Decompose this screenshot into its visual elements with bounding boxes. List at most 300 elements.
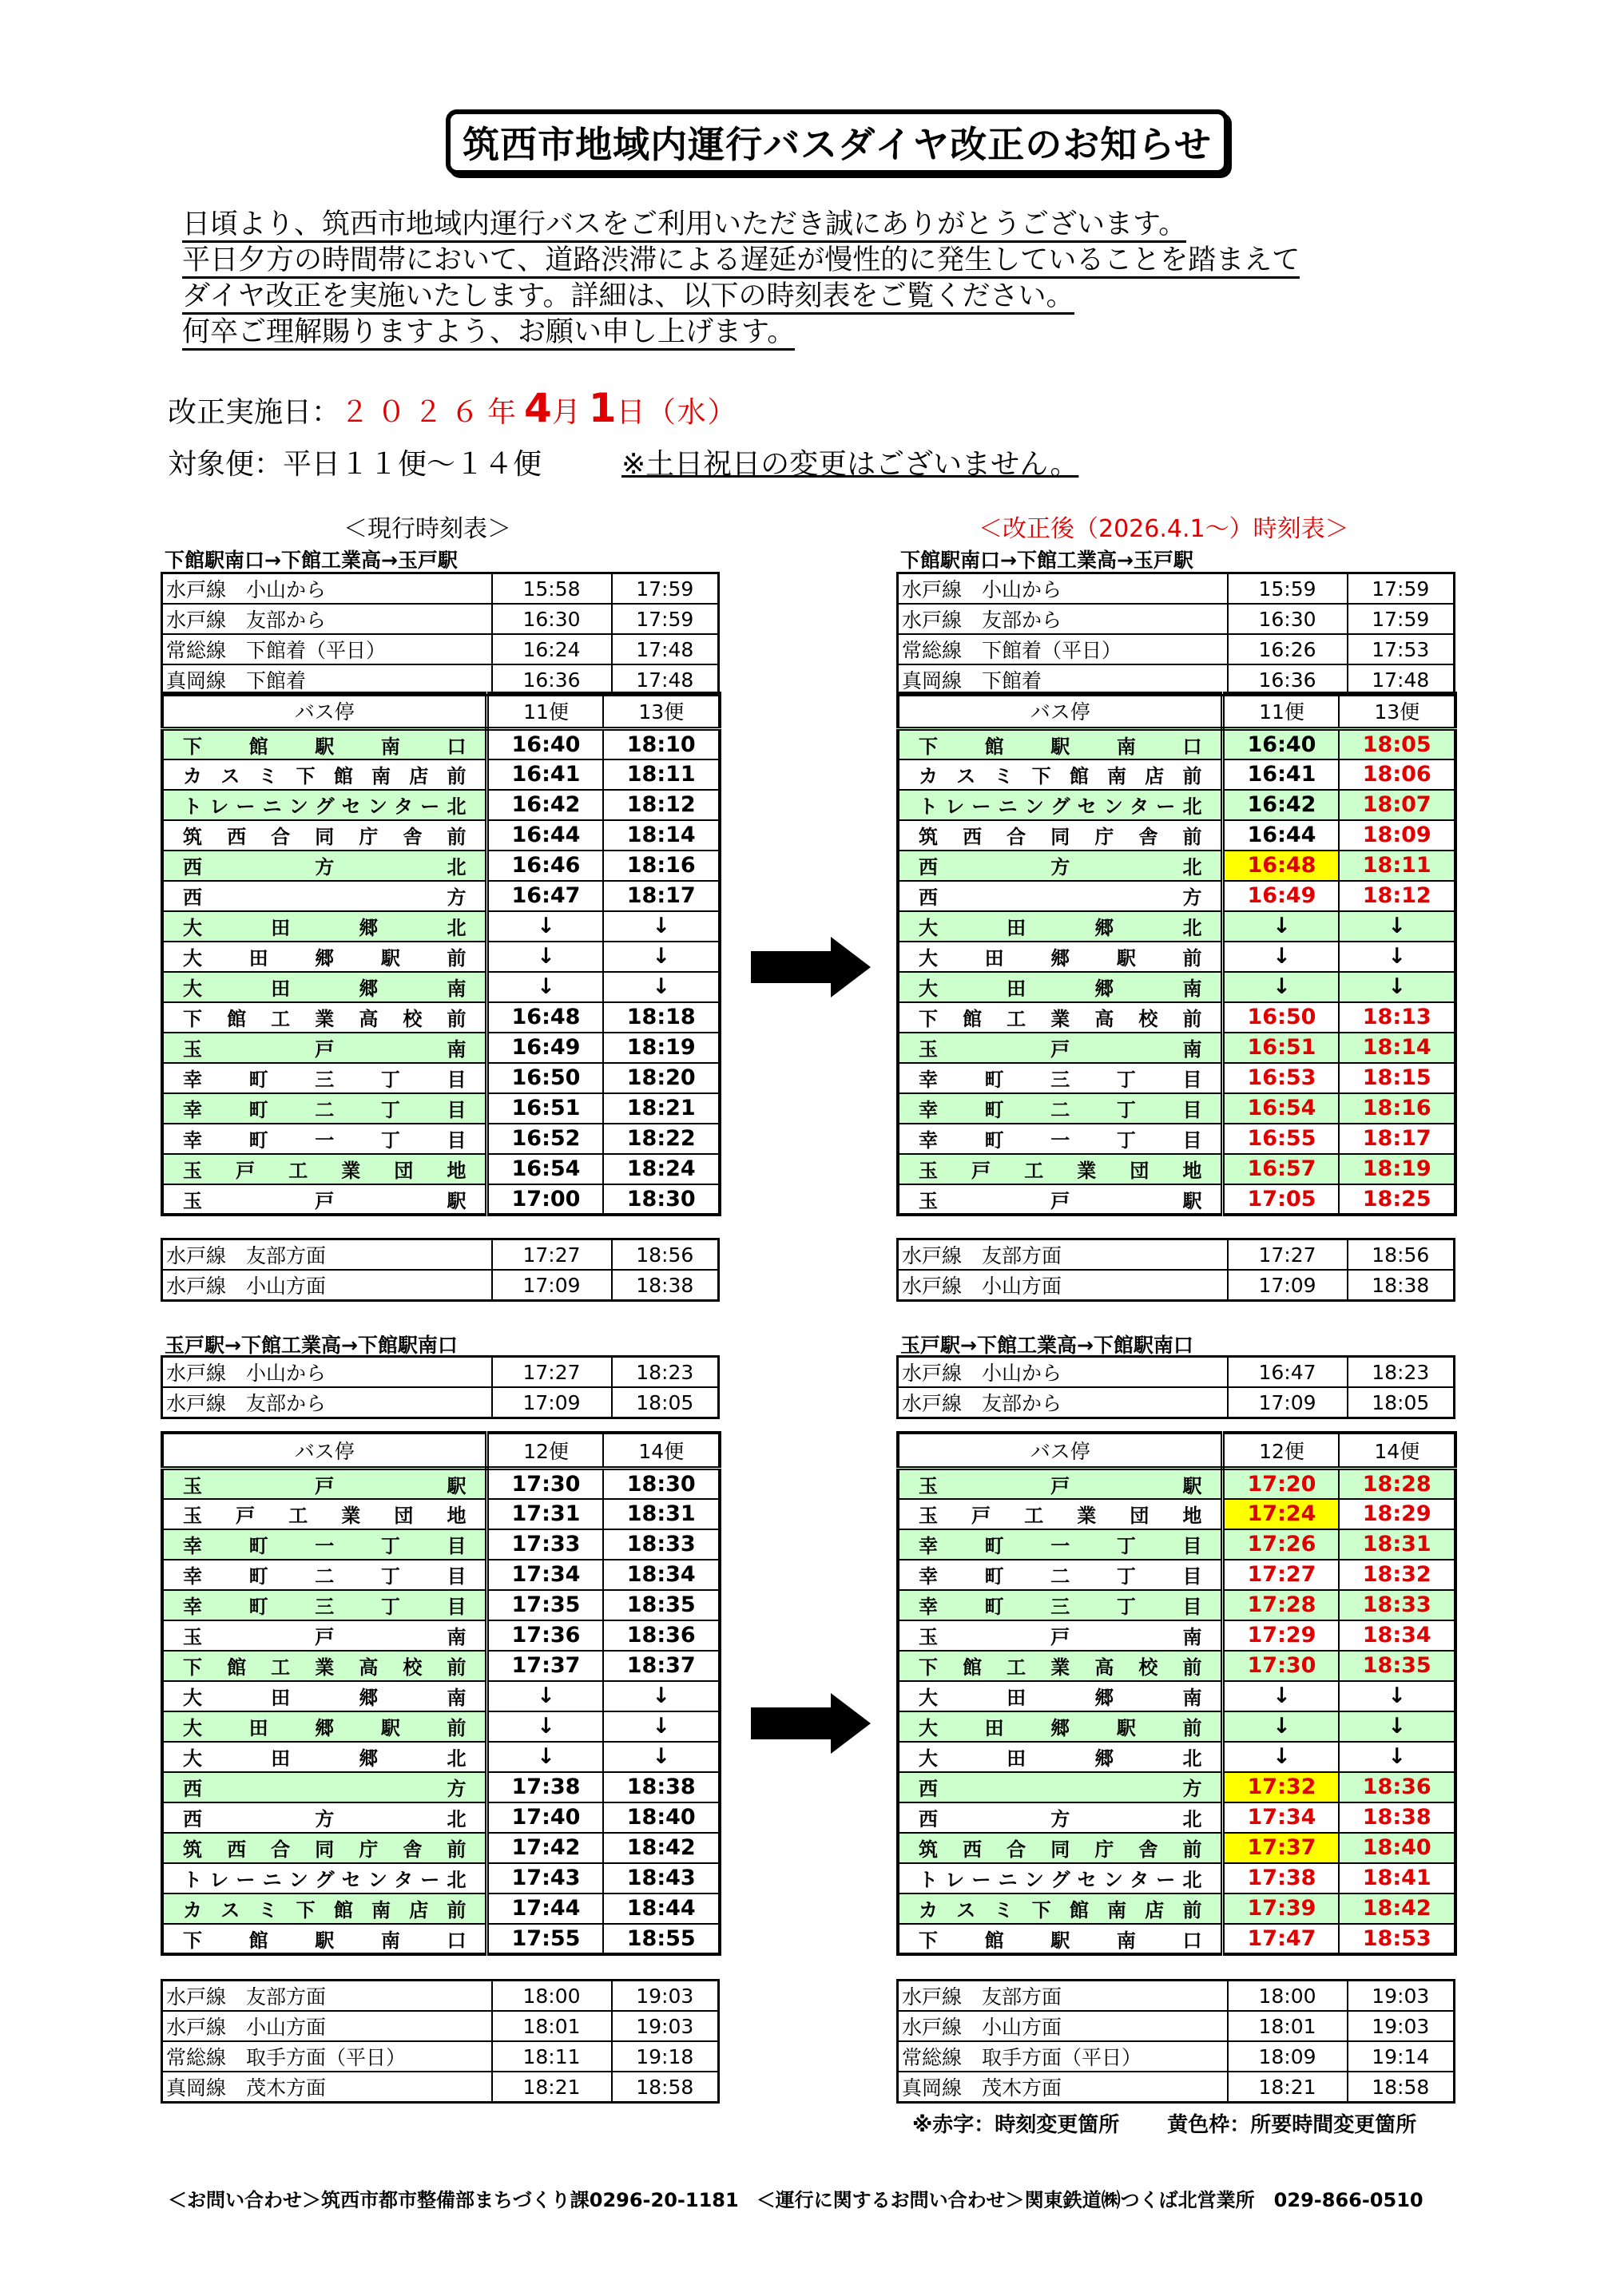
arrow-right-icon <box>751 1693 871 1754</box>
bus-stop-name: トレーニングセンター北 <box>898 790 1223 820</box>
connection-name: 水戸線 小山方面 <box>898 2011 1228 2041</box>
bus-stop-name: 玉戸工業団地 <box>898 1499 1223 1529</box>
departure-time: 17:37 <box>1223 1833 1340 1863</box>
timetable-row <box>898 790 1455 820</box>
departure-time: 18:38 <box>1339 1802 1455 1833</box>
header-service-a: 12便 <box>1223 1433 1340 1468</box>
departure-time: 18:31 <box>603 1499 720 1529</box>
bus-stop-name: 西方北 <box>898 1802 1223 1833</box>
timetable-row <box>898 1529 1455 1560</box>
departure-time: 16:55 <box>1223 1124 1340 1154</box>
revised-timetable-label: ＜改正後（2026.4.1～）時刻表＞ <box>979 515 1349 543</box>
departure-time: 16:44 <box>1223 820 1340 851</box>
connection-name: 常総線 下館着（平日） <box>898 634 1228 664</box>
connection-table <box>161 572 720 696</box>
departure-time: 16:53 <box>1223 1063 1340 1093</box>
departure-time: 18:30 <box>603 1468 720 1499</box>
departure-time: 18:06 <box>1339 759 1455 790</box>
notice-title: 筑西市地域内運行バスダイヤ改正のお知らせ <box>463 123 1212 166</box>
departure-time: 17:35 <box>487 1590 604 1620</box>
connection-row <box>162 634 719 664</box>
connection-time: 19:03 <box>612 1981 719 2012</box>
route-title: 下館駅南口→下館工業高→玉戸駅 <box>900 549 1193 572</box>
connection-name: 水戸線 小山から <box>162 573 492 605</box>
timetable-row <box>898 1772 1455 1802</box>
connection-name: 真岡線 下館着 <box>898 664 1228 696</box>
notice-title-box <box>446 109 1229 175</box>
timetable-row <box>898 1124 1455 1154</box>
header-bus-stop: バス停 <box>898 1433 1223 1468</box>
connection-row <box>162 1387 719 1418</box>
connection-time: 18:38 <box>1348 1270 1455 1301</box>
departure-time: 16:47 <box>487 881 604 911</box>
connection-name: 水戸線 友部方面 <box>162 1239 492 1271</box>
bus-stop-name: 玉戸工業団地 <box>898 1154 1223 1184</box>
connection-row <box>898 2072 1455 2103</box>
connection-time: 17:59 <box>612 604 719 634</box>
connection-row <box>898 2011 1455 2041</box>
departure-time: 16:44 <box>487 820 604 851</box>
timetable-row <box>898 881 1455 911</box>
departure-time: ↓ <box>603 1711 720 1742</box>
header-service-b: 14便 <box>603 1433 720 1468</box>
legend-yellow: 黄色枠：所要時間変更箇所 <box>1167 2113 1417 2137</box>
timetable-row <box>162 1499 720 1529</box>
header-bus-stop: バス停 <box>162 693 487 728</box>
departure-time: 17:28 <box>1223 1590 1340 1620</box>
connection-time: 18:56 <box>612 1239 719 1271</box>
route-title: 下館駅南口→下館工業高→玉戸駅 <box>165 549 458 572</box>
timetable-row <box>898 1833 1455 1863</box>
departure-time: 17:30 <box>1223 1651 1340 1681</box>
departure-time: ↓ <box>1223 1681 1340 1711</box>
connection-row <box>898 604 1455 634</box>
departure-time: ↓ <box>487 1711 604 1742</box>
departure-time: 17:44 <box>487 1894 604 1924</box>
effective-date <box>168 385 738 431</box>
departure-time: 16:50 <box>487 1063 604 1093</box>
departure-time: 16:51 <box>487 1093 604 1124</box>
bus-stop-name: 幸町一丁目 <box>898 1529 1223 1560</box>
departure-time: 18:21 <box>603 1093 720 1124</box>
departure-time: 18:25 <box>1339 1184 1455 1215</box>
connection-name: 常総線 下館着（平日） <box>162 634 492 664</box>
departure-time: 17:38 <box>1223 1863 1340 1894</box>
bus-stop-name: 西方 <box>898 1772 1223 1802</box>
header-service-a: 11便 <box>1223 693 1340 728</box>
departure-time: ↓ <box>487 942 604 972</box>
bus-stop-name: 幸町三丁目 <box>162 1590 487 1620</box>
timetable-row <box>898 1651 1455 1681</box>
connection-time: 19:18 <box>612 2041 719 2072</box>
timetable-row <box>162 1468 720 1499</box>
timetable-row <box>898 1002 1455 1033</box>
departure-time: 18:05 <box>1339 728 1455 759</box>
departure-time: 18:36 <box>1339 1772 1455 1802</box>
connection-time: 18:09 <box>1228 2041 1348 2072</box>
header-service-a: 12便 <box>487 1433 604 1468</box>
connection-row <box>898 1981 1455 2012</box>
timetable-row <box>162 728 720 759</box>
departure-time: 17:40 <box>487 1802 604 1833</box>
connection-time: 17:53 <box>1348 634 1455 664</box>
departure-time: 17:27 <box>1223 1560 1340 1590</box>
departure-time: 17:43 <box>487 1863 604 1894</box>
connection-name: 水戸線 友部方面 <box>898 1239 1228 1271</box>
departure-time: 18:40 <box>1339 1833 1455 1863</box>
departure-time: 16:51 <box>1223 1033 1340 1063</box>
connection-time: 18:01 <box>492 2011 612 2041</box>
bus-stop-name: 西方 <box>162 1772 487 1802</box>
departure-time: ↓ <box>1339 911 1455 942</box>
connection-time: 16:26 <box>1228 634 1348 664</box>
bus-stop-name: 西方北 <box>162 1802 487 1833</box>
connection-row <box>162 664 719 696</box>
bus-stop-name: 下館駅南口 <box>898 1924 1223 1954</box>
departure-time: 16:41 <box>1223 759 1340 790</box>
bus-stop-name: カスミ下館南店前 <box>898 1894 1223 1924</box>
bus-stop-name: 幸町二丁目 <box>898 1093 1223 1124</box>
connection-time: 18:58 <box>612 2072 719 2103</box>
bus-stop-name: 大田郷南 <box>898 972 1223 1002</box>
bus-stop-name: 玉戸駅 <box>162 1468 487 1499</box>
connection-time: 17:09 <box>1228 1387 1348 1418</box>
departure-time: 18:30 <box>603 1184 720 1215</box>
timetable-row <box>162 1651 720 1681</box>
connection-row <box>162 1239 719 1271</box>
arrow-right-icon <box>751 937 871 997</box>
connection-name: 水戸線 小山方面 <box>898 1270 1228 1301</box>
connection-table <box>896 1979 1455 2104</box>
connection-table <box>896 1238 1455 1302</box>
connection-time: 17:48 <box>612 664 719 696</box>
departure-time: ↓ <box>1339 1681 1455 1711</box>
connection-time: 16:36 <box>492 664 612 696</box>
departure-time: 18:36 <box>603 1620 720 1651</box>
connection-table <box>161 1238 720 1302</box>
departure-time: 18:13 <box>1339 1002 1455 1033</box>
bus-stop-name: 筑西合同庁舎前 <box>162 820 487 851</box>
connection-row <box>162 1357 719 1388</box>
departure-time: 17:29 <box>1223 1620 1340 1651</box>
connection-row <box>162 2011 719 2041</box>
connection-time: 19:03 <box>612 2011 719 2041</box>
departure-time: 18:55 <box>603 1924 720 1954</box>
bus-stop-name: 大田郷駅前 <box>162 1711 487 1742</box>
bus-stop-name: 玉戸工業団地 <box>162 1154 487 1184</box>
connection-row <box>898 1387 1455 1418</box>
bus-stop-name: 玉戸南 <box>898 1033 1223 1063</box>
departure-time: 18:14 <box>603 820 720 851</box>
bus-stop-name: トレーニングセンター北 <box>162 790 487 820</box>
effective-year: ２０２６年 <box>340 396 525 429</box>
bus-stop-name: 筑西合同庁舎前 <box>162 1833 487 1863</box>
departure-time: ↓ <box>1223 1711 1340 1742</box>
effective-month-num: 4 <box>524 385 552 431</box>
intro-line: 日頃より、筑西市地域内運行バスをご利用いただき誠にありがとうございます。 <box>182 209 1186 243</box>
connection-time: 17:27 <box>492 1357 612 1388</box>
bus-stop-name: 幸町一丁目 <box>162 1529 487 1560</box>
timetable-row <box>162 1620 720 1651</box>
departure-time: 18:42 <box>603 1833 720 1863</box>
header-bus-stop: バス停 <box>162 1433 487 1468</box>
departure-time: 18:42 <box>1339 1894 1455 1924</box>
timetable-row <box>898 1499 1455 1529</box>
departure-time: 18:29 <box>1339 1499 1455 1529</box>
connection-row <box>898 573 1455 605</box>
connection-time: 15:59 <box>1228 573 1348 605</box>
departure-time: ↓ <box>1339 1742 1455 1772</box>
departure-time: 18:33 <box>1339 1590 1455 1620</box>
departure-time: 16:54 <box>1223 1093 1340 1124</box>
timetable-row <box>898 1802 1455 1833</box>
timetable-row <box>898 1093 1455 1124</box>
departure-time: 16:57 <box>1223 1154 1340 1184</box>
route-title: 玉戸駅→下館工業高→下館駅南口 <box>165 1334 458 1357</box>
header-service-b: 14便 <box>1339 1433 1455 1468</box>
timetable-row <box>898 1863 1455 1894</box>
departure-time: 18:53 <box>1339 1924 1455 1954</box>
contact-operator: ＜運行に関するお問い合わせ＞関東鉄道㈱つくば北営業所 029-866-0510 <box>756 2189 1423 2211</box>
target-label: 対象便：平日１１便～１４便 <box>168 448 542 481</box>
bus-stop-name: 大田郷南 <box>162 972 487 1002</box>
timetable-row <box>898 1560 1455 1590</box>
connection-time: 17:48 <box>1348 664 1455 696</box>
timetable-row <box>162 1154 720 1184</box>
bus-stop-name: 大田郷北 <box>162 1742 487 1772</box>
connection-time: 18:11 <box>492 2041 612 2072</box>
departure-time: 17:24 <box>1223 1499 1340 1529</box>
bus-stop-name: 下館駅南口 <box>162 728 487 759</box>
departure-time: 17:37 <box>487 1651 604 1681</box>
bus-stop-name: 下館駅南口 <box>898 728 1223 759</box>
timetable-row <box>162 820 720 851</box>
timetable-row <box>898 1924 1455 1954</box>
departure-time: 18:14 <box>1339 1033 1455 1063</box>
departure-time: 16:49 <box>487 1033 604 1063</box>
connection-row <box>162 573 719 605</box>
bus-stop-name: 玉戸工業団地 <box>162 1499 487 1529</box>
timetable-row <box>162 1833 720 1863</box>
connection-time: 17:09 <box>492 1270 612 1301</box>
bus-stop-name: 下館工業高校前 <box>898 1002 1223 1033</box>
connection-table <box>161 1979 720 2104</box>
departure-time: 18:16 <box>603 851 720 881</box>
connection-row <box>898 664 1455 696</box>
timetable-row <box>898 911 1455 942</box>
connection-row <box>162 2072 719 2103</box>
bus-stop-name: 西方北 <box>898 851 1223 881</box>
timetable-row <box>162 911 720 942</box>
departure-time: 18:11 <box>1339 851 1455 881</box>
timetable-row <box>898 1681 1455 1711</box>
timetable-row <box>162 1681 720 1711</box>
departure-time: 18:12 <box>1339 881 1455 911</box>
departure-time: 18:32 <box>1339 1560 1455 1590</box>
connection-time: 19:03 <box>1348 1981 1455 2012</box>
departure-time: 16:48 <box>487 1002 604 1033</box>
connection-time: 17:48 <box>612 634 719 664</box>
timetable-header <box>162 1433 720 1468</box>
timetable <box>896 1431 1457 1956</box>
departure-time: 17:20 <box>1223 1468 1340 1499</box>
departure-time: 18:24 <box>603 1154 720 1184</box>
connection-name: 水戸線 小山方面 <box>162 2011 492 2041</box>
departure-time: 18:19 <box>603 1033 720 1063</box>
departure-time: 17:55 <box>487 1924 604 1954</box>
bus-stop-name: 大田郷駅前 <box>898 1711 1223 1742</box>
departure-time: 18:18 <box>603 1002 720 1033</box>
bus-stop-name: 幸町一丁目 <box>162 1124 487 1154</box>
bus-stop-name: 下館工業高校前 <box>162 1002 487 1033</box>
timetable-row <box>162 972 720 1002</box>
departure-time: 17:30 <box>487 1468 604 1499</box>
departure-time: 18:07 <box>1339 790 1455 820</box>
departure-time: 16:50 <box>1223 1002 1340 1033</box>
departure-time: 18:33 <box>603 1529 720 1560</box>
departure-time: ↓ <box>603 1742 720 1772</box>
footer-contacts <box>168 2184 1423 2212</box>
timetable-row <box>898 1742 1455 1772</box>
departure-time: 16:40 <box>487 728 604 759</box>
timetable-row <box>898 1894 1455 1924</box>
effective-date-label: 改正実施日： <box>168 396 341 429</box>
departure-time: 18:20 <box>603 1063 720 1093</box>
connection-time: 17:09 <box>492 1387 612 1418</box>
departure-time: 18:41 <box>1339 1863 1455 1894</box>
departure-time: ↓ <box>603 942 720 972</box>
header-service-a: 11便 <box>487 693 604 728</box>
timetable-header <box>898 693 1455 728</box>
timetable-row <box>898 1468 1455 1499</box>
legend <box>912 2108 1416 2138</box>
bus-stop-name: 大田郷南 <box>898 1681 1223 1711</box>
connection-time: 18:38 <box>612 1270 719 1301</box>
departure-time: 18:40 <box>603 1802 720 1833</box>
departure-time: 18:38 <box>603 1772 720 1802</box>
departure-time: 17:34 <box>487 1560 604 1590</box>
departure-time: 17:34 <box>1223 1802 1340 1833</box>
bus-stop-name: 筑西合同庁舎前 <box>898 1833 1223 1863</box>
departure-time: 18:34 <box>1339 1620 1455 1651</box>
timetable-row <box>898 1590 1455 1620</box>
connection-table <box>161 1355 720 1419</box>
departure-time: 18:11 <box>603 759 720 790</box>
connection-name: 真岡線 下館着 <box>162 664 492 696</box>
departure-time: 18:15 <box>1339 1063 1455 1093</box>
contact-city: ＜お問い合わせ＞筑西市都市整備部まちづくり課0296-20-1181 <box>168 2189 739 2211</box>
departure-time: 18:44 <box>603 1894 720 1924</box>
bus-stop-name: 玉戸駅 <box>162 1184 487 1215</box>
departure-time: 17:05 <box>1223 1184 1340 1215</box>
header-service-b: 13便 <box>603 693 720 728</box>
departure-time: 16:46 <box>487 851 604 881</box>
timetable-row <box>162 1924 720 1954</box>
connection-name: 水戸線 小山から <box>898 573 1228 605</box>
connection-name: 水戸線 小山から <box>898 1357 1228 1388</box>
departure-time: ↓ <box>487 972 604 1002</box>
connection-row <box>162 1270 719 1301</box>
departure-time: ↓ <box>487 1681 604 1711</box>
connection-time: 17:27 <box>492 1239 612 1271</box>
connection-time: 18:58 <box>1348 2072 1455 2103</box>
departure-time: 16:48 <box>1223 851 1340 881</box>
departure-time: 18:09 <box>1339 820 1455 851</box>
timetable-row <box>162 1711 720 1742</box>
timetable-row <box>162 1894 720 1924</box>
bus-stop-name: 幸町二丁目 <box>898 1560 1223 1590</box>
connection-name: 水戸線 友部から <box>162 604 492 634</box>
departure-time: 16:49 <box>1223 881 1340 911</box>
legend-red: ※赤字：時刻変更箇所 <box>912 2113 1120 2137</box>
timetable-header <box>898 1433 1455 1468</box>
bus-stop-name: トレーニングセンター北 <box>162 1863 487 1894</box>
connection-time: 18:05 <box>612 1387 719 1418</box>
bus-stop-name: 幸町二丁目 <box>162 1560 487 1590</box>
effective-day-num: 1 <box>588 385 617 431</box>
connection-time: 17:27 <box>1228 1239 1348 1271</box>
departure-time: 16:52 <box>487 1124 604 1154</box>
current-timetable-label: ＜現行時刻表＞ <box>343 515 511 543</box>
departure-time: 18:17 <box>603 881 720 911</box>
connection-time: 18:21 <box>1228 2072 1348 2103</box>
timetable-row <box>162 1002 720 1033</box>
connection-name: 水戸線 友部から <box>162 1387 492 1418</box>
timetable-row <box>162 1033 720 1063</box>
connection-time: 15:58 <box>492 573 612 605</box>
departure-time: 18:43 <box>603 1863 720 1894</box>
timetable <box>161 1431 721 1956</box>
departure-time: ↓ <box>487 911 604 942</box>
timetable-row <box>898 1711 1455 1742</box>
bus-stop-name: 玉戸駅 <box>898 1468 1223 1499</box>
departure-time: 17:31 <box>487 1499 604 1529</box>
departure-time: 17:42 <box>487 1833 604 1863</box>
connection-name: 水戸線 小山方面 <box>162 1270 492 1301</box>
departure-time: ↓ <box>603 911 720 942</box>
timetable-row <box>162 1772 720 1802</box>
bus-stop-name: 大田郷駅前 <box>898 942 1223 972</box>
departure-time: ↓ <box>1339 942 1455 972</box>
connection-table <box>896 572 1455 696</box>
header-service-b: 13便 <box>1339 693 1455 728</box>
timetable-row <box>162 1093 720 1124</box>
connection-time: 18:05 <box>1348 1387 1455 1418</box>
effective-month: 月 <box>551 396 589 429</box>
connection-time: 19:14 <box>1348 2041 1455 2072</box>
departure-time: 18:16 <box>1339 1093 1455 1124</box>
departure-time: ↓ <box>603 972 720 1002</box>
timetable-row <box>898 728 1455 759</box>
bus-stop-name: 幸町三丁目 <box>162 1063 487 1093</box>
departure-time: 18:35 <box>603 1590 720 1620</box>
departure-time: ↓ <box>487 1742 604 1772</box>
timetable-row <box>162 1124 720 1154</box>
connection-name: 常総線 取手方面（平日） <box>162 2041 492 2072</box>
connection-table <box>896 1355 1455 1419</box>
departure-time: 18:22 <box>603 1124 720 1154</box>
departure-time: 17:00 <box>487 1184 604 1215</box>
timetable-row <box>162 942 720 972</box>
connection-time: 18:23 <box>1348 1357 1455 1388</box>
connection-row <box>162 2041 719 2072</box>
connection-time: 17:59 <box>612 573 719 605</box>
connection-row <box>898 634 1455 664</box>
timetable-row <box>162 1560 720 1590</box>
bus-stop-name: 大田郷北 <box>162 911 487 942</box>
connection-name: 水戸線 友部から <box>898 604 1228 634</box>
connection-time: 16:47 <box>1228 1357 1348 1388</box>
